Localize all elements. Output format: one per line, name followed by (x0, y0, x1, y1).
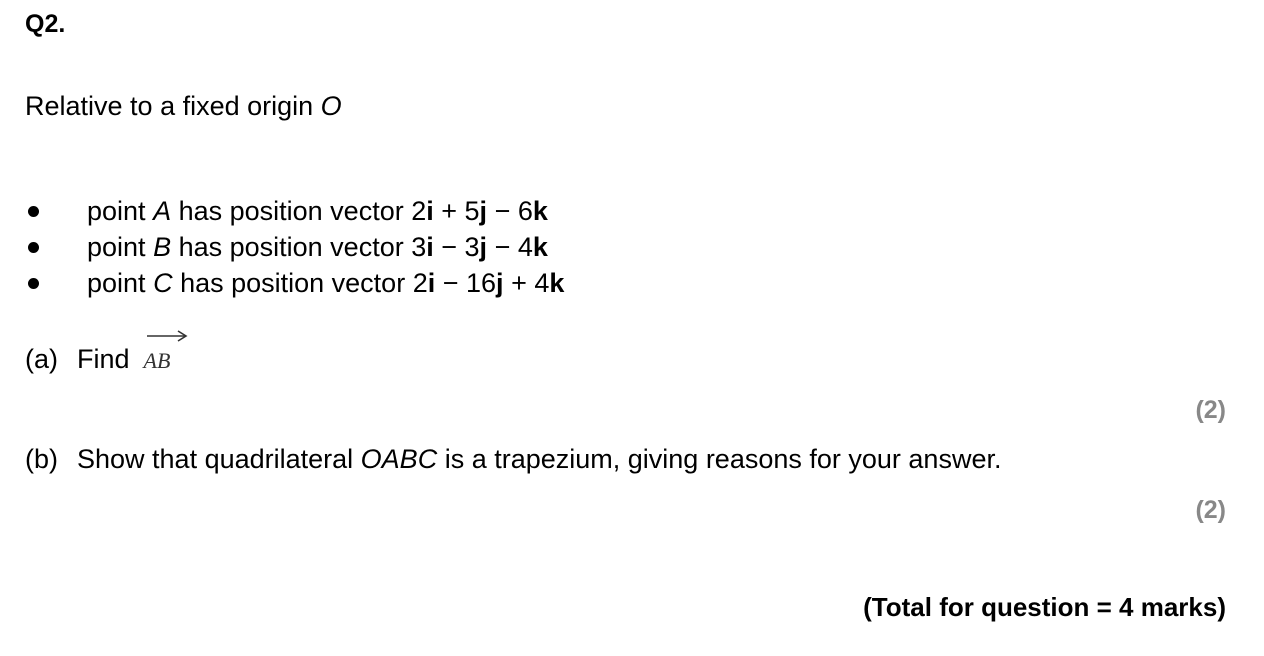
vector-text: + 4 (503, 267, 550, 298)
vector-text: has position vector 2 (172, 267, 428, 298)
point-c-item (25, 265, 564, 301)
point-list (25, 193, 564, 301)
vector-text: − 4 (487, 231, 533, 262)
part-b-marks: (2) (1195, 496, 1226, 524)
vector-text: has position vector 3 (171, 231, 427, 262)
part-b (25, 444, 1001, 475)
total-marks: (Total for question = 4 marks) (863, 592, 1226, 622)
unit-j: j (496, 267, 504, 298)
vector-text: − 6 (487, 195, 533, 226)
vector-ab (144, 348, 171, 374)
point-name: A (153, 195, 172, 226)
part-a (25, 344, 170, 375)
origin-symbol: O (320, 91, 342, 121)
bullet-icon (28, 242, 39, 253)
shape-name: OABC (360, 444, 438, 474)
part-b-text-before: Show that quadrilateral (77, 444, 361, 474)
part-b-label: (b) (25, 444, 58, 474)
point-prefix: point (87, 267, 154, 298)
point-b-item (25, 229, 564, 265)
intro-label: Relative to a fixed origin (25, 91, 321, 121)
vector-ab-label: AB (143, 348, 171, 373)
point-c-text (87, 268, 564, 299)
unit-k: k (532, 231, 548, 262)
vector-text: + 5 (433, 195, 480, 226)
vector-text: − 16 (435, 267, 497, 298)
unit-j: j (479, 231, 488, 262)
vector-text: − 3 (433, 231, 480, 262)
point-b-text (87, 232, 548, 263)
point-prefix: point (87, 231, 154, 262)
unit-i: i (426, 231, 434, 262)
bullet-icon (28, 206, 39, 217)
intro-text (25, 91, 342, 122)
part-a-marks: (2) (1195, 396, 1226, 424)
part-a-text: Find (77, 344, 130, 374)
vector-text: has position vector 2 (171, 195, 427, 226)
point-name: C (153, 267, 173, 298)
question-number: Q2. (25, 10, 66, 38)
unit-i: i (427, 267, 436, 298)
unit-k: k (532, 195, 548, 226)
part-b-text-after: is a trapezium, giving reasons for your answer. (437, 444, 1002, 474)
point-prefix: point (87, 195, 154, 226)
unit-j: j (479, 195, 488, 226)
bullet-icon (28, 278, 39, 289)
vector-arrow-icon (145, 329, 189, 343)
point-name: B (153, 231, 172, 262)
unit-k: k (549, 267, 565, 298)
unit-i: i (426, 195, 434, 226)
point-a-item (25, 193, 564, 229)
part-a-label: (a) (25, 344, 58, 374)
point-a-text (87, 196, 548, 227)
